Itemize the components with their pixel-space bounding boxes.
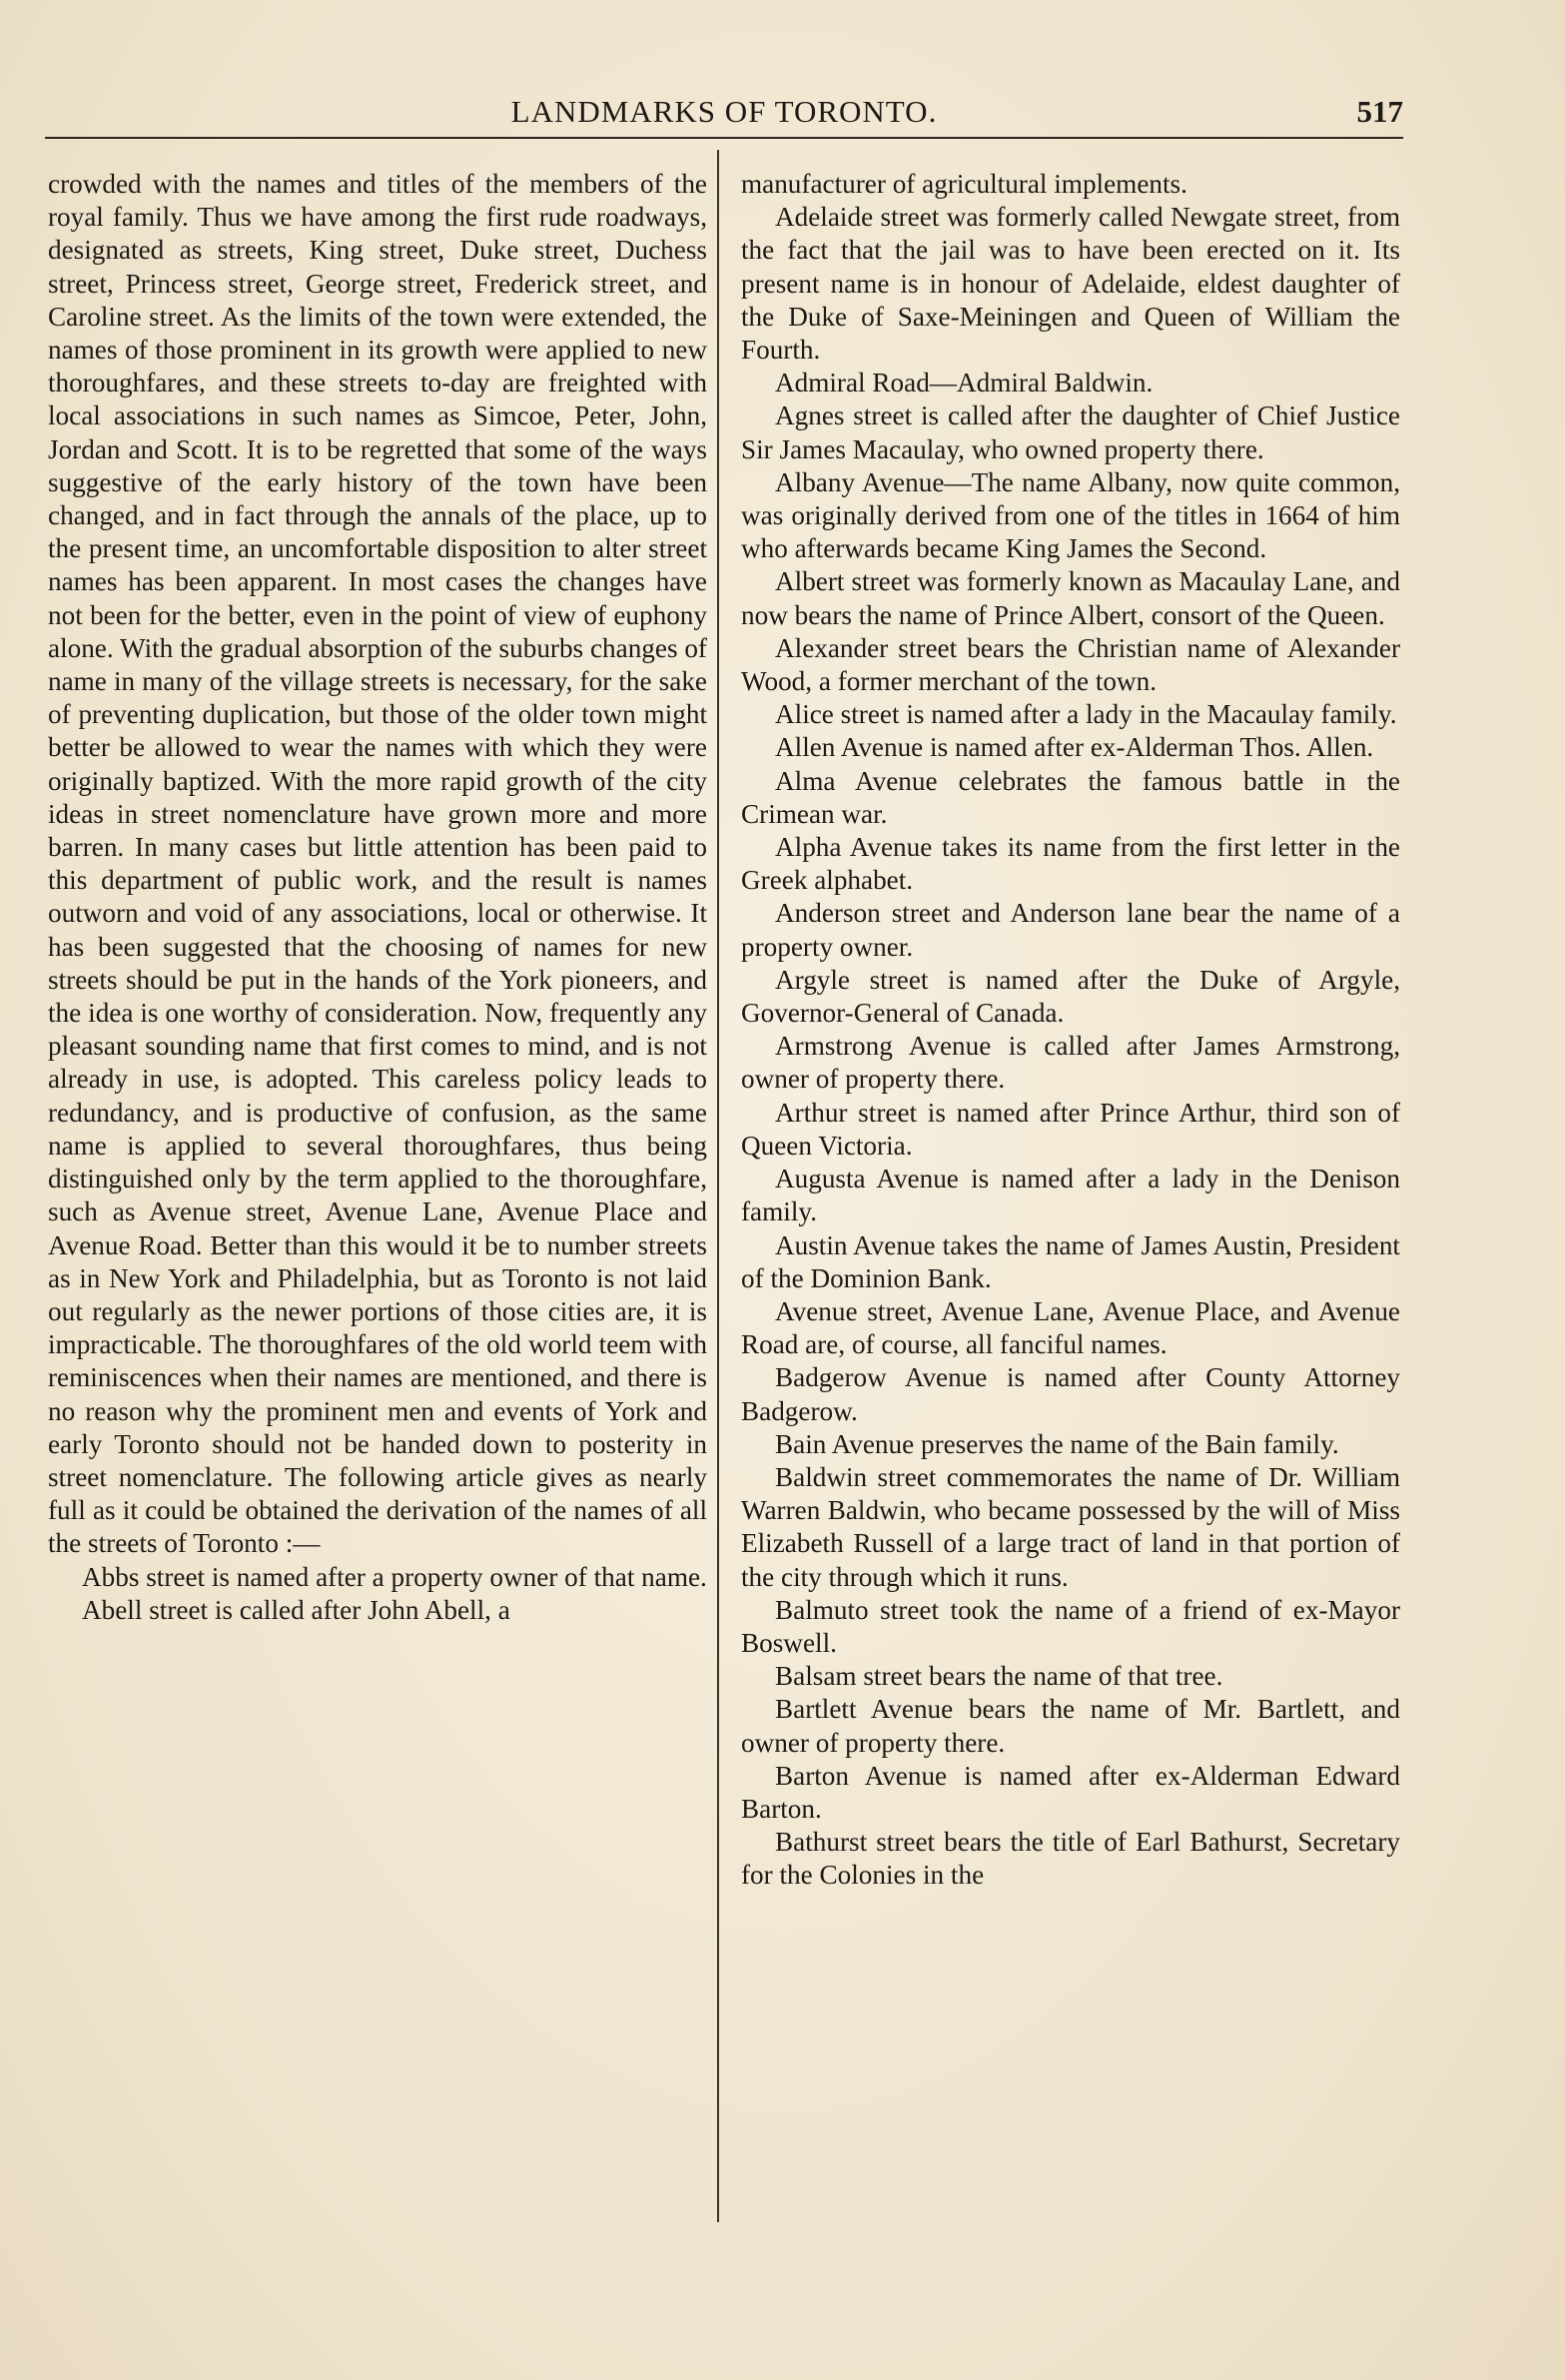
entry-alma-avenue: Alma Avenue celebrates the famous battle in the Crimean war. <box>741 765 1400 829</box>
entry-anderson-street: Anderson street and Anderson lane bear the name of a property owner. <box>741 898 1400 962</box>
entry-bartlett-avenue: Bartlett Avenue bears the name of Mr. Bartlett, and owner of property there. <box>741 1694 1400 1758</box>
entry-bathurst-street: Bathurst street bears the title of Earl Bathurst, Secretary for the Colonies in the <box>741 1827 1400 1891</box>
entry-albert-street: Albert street was formerly known as Macaulay Lane, and now bears the name of Prince Albert, consort of the Queen. <box>741 566 1400 630</box>
right-column <box>741 168 1400 2245</box>
entry-argyle-street: Argyle street is named after the Duke of Argyle, Governor-General of Canada. <box>741 964 1400 1029</box>
entry-armstrong-avenue: Armstrong Avenue is called after James Armstrong, owner of property there. <box>741 1031 1400 1095</box>
entry-badgerow-avenue: Badgerow Avenue is named after County Attorney Badgerow. <box>741 1362 1400 1426</box>
entry-avenue-street: Avenue street, Avenue Lane, Avenue Place, and Avenue Road are, of course, all fanciful names. <box>741 1295 1400 1360</box>
entry-baldwin-street: Baldwin street commemorates the name of Dr. William Warren Baldwin, who became possessed by the will of Miss Elizabeth Russell of a large tract of land in that portion of the city through which it runs. <box>741 1461 1400 1592</box>
entry-alice-street: Alice street is named after a lady in the Macaulay family. <box>775 699 1397 730</box>
entry-abbs-street: Abbs street is named after a property owner of that name. <box>82 1561 707 1592</box>
paragraph-continued: manufacturer of agricultural implements. <box>741 169 1187 199</box>
entry-alpha-avenue: Alpha Avenue takes its name from the first letter in the Greek alphabet. <box>741 832 1400 896</box>
entry-alexander-street: Alexander street bears the Christian name of Alexander Wood, a former merchant of the town. <box>741 632 1400 697</box>
entry-balmuto-street: Balmuto street took the name of a friend of ex-Mayor Boswell. <box>741 1594 1400 1658</box>
entry-albany-avenue: Albany Avenue—The name Albany, now quite common, was originally derived from one of the titles in 1664 of him who afterwards became King James the Second. <box>741 466 1400 564</box>
entry-agnes-street: Agnes street is called after the daughter of Chief Justice Sir James Macaulay, who owned property there. <box>741 400 1400 464</box>
entry-balsam-street: Balsam street bears the name of that tree. <box>775 1661 1223 1692</box>
running-head: LANDMARKS OF TORONTO. <box>510 94 938 129</box>
entry-bain-avenue: Bain Avenue preserves the name of the Bain family. <box>775 1428 1339 1459</box>
page-number: 517 <box>1356 94 1403 129</box>
paragraph-intro: crowded with the names and titles of the members of the royal family. Thus we have among the first rude roadways, designated as streets, King street, Duke street, Duchess street, Princess street, George street, Frederick street, and Caroline street. As the limits of the town were extended, the names of those prominent in its growth were applied to new thoroughfares, and these streets to-day are freighted with local associations in such names as Simcoe, Peter, John, Jordan and Scott. It is to be regretted that some of the ways suggestive of the early history of the town have been changed, and in fact through the annals of the place, up to the present time, an uncomfortable disposition to alter street names has been apparent. In most cases the changes have not been for the better, even in the point of view of euphony alone. With the gradual absorption of the suburbs changes of name in many of the village streets is necessary, for the sake of preventing duplication, but those of the older town might better be allowed to wear the names with which they were originally baptized. With the more rapid growth of the city ideas in street nomenclature have grown more and more barren. In many cases but little attention has been paid to this department of public work, and the result is names outworn and void of any associations, local or otherwise. It has been suggested that the choosing of names for new streets should be put in the hands of the York pioneers, and the idea is one worthy of consideration. Now, frequently any pleasant sounding name that first comes to mind, and is not already in use, is adopted. This careless policy leads to redundancy, and is productive of confusion, as the same name is applied to several thoroughfares, thus being distinguished only by the term applied to the thoroughfare, such as Avenue street, Avenue Lane, Avenue Place and Avenue Road. Better than this would it be to number streets as in New York and Philadelphia, but as Toronto is not laid out regularly as the newer portions of those cities are, it is impracticable. The thoroughfares of the old world teem with reminiscences when their names are mentioned, and there is no reason why the prominent men and events of York and early Toronto should not be handed down to posterity in street nomenclature. The following article gives as nearly full as it could be obtained the derivation of the names of all the streets of Toronto :— <box>48 169 707 1559</box>
entry-adelaide-street: Adelaide street was formerly called Newgate street, from the fact that the jail was to have been erected on it. Its present name is in honour of Adelaide, eldest daughter of the Duke of Saxe-Meiningen and Queen of William the Fourth. <box>741 202 1400 366</box>
entry-augusta-avenue: Augusta Avenue is named after a lady in the Denison family. <box>741 1164 1400 1227</box>
entry-abell-street: Abell street is called after John Abell, a <box>82 1594 510 1625</box>
column-divider <box>717 150 719 2222</box>
entry-barton-avenue: Barton Avenue is named after ex-Alderman Edward Barton. <box>741 1760 1400 1824</box>
page-header <box>45 88 1403 136</box>
entry-admiral-road: Admiral Road—Admiral Baldwin. <box>775 368 1154 398</box>
header-rule <box>45 137 1403 139</box>
entry-allen-avenue: Allen Avenue is named after ex-Alderman Thos. Allen. <box>775 732 1374 763</box>
entry-arthur-street: Arthur street is named after Prince Arthur, third son of Queen Victoria. <box>741 1097 1400 1161</box>
entry-austin-avenue: Austin Avenue takes the name of James Austin, President of the Dominion Bank. <box>741 1229 1400 1293</box>
left-column <box>48 168 707 2245</box>
